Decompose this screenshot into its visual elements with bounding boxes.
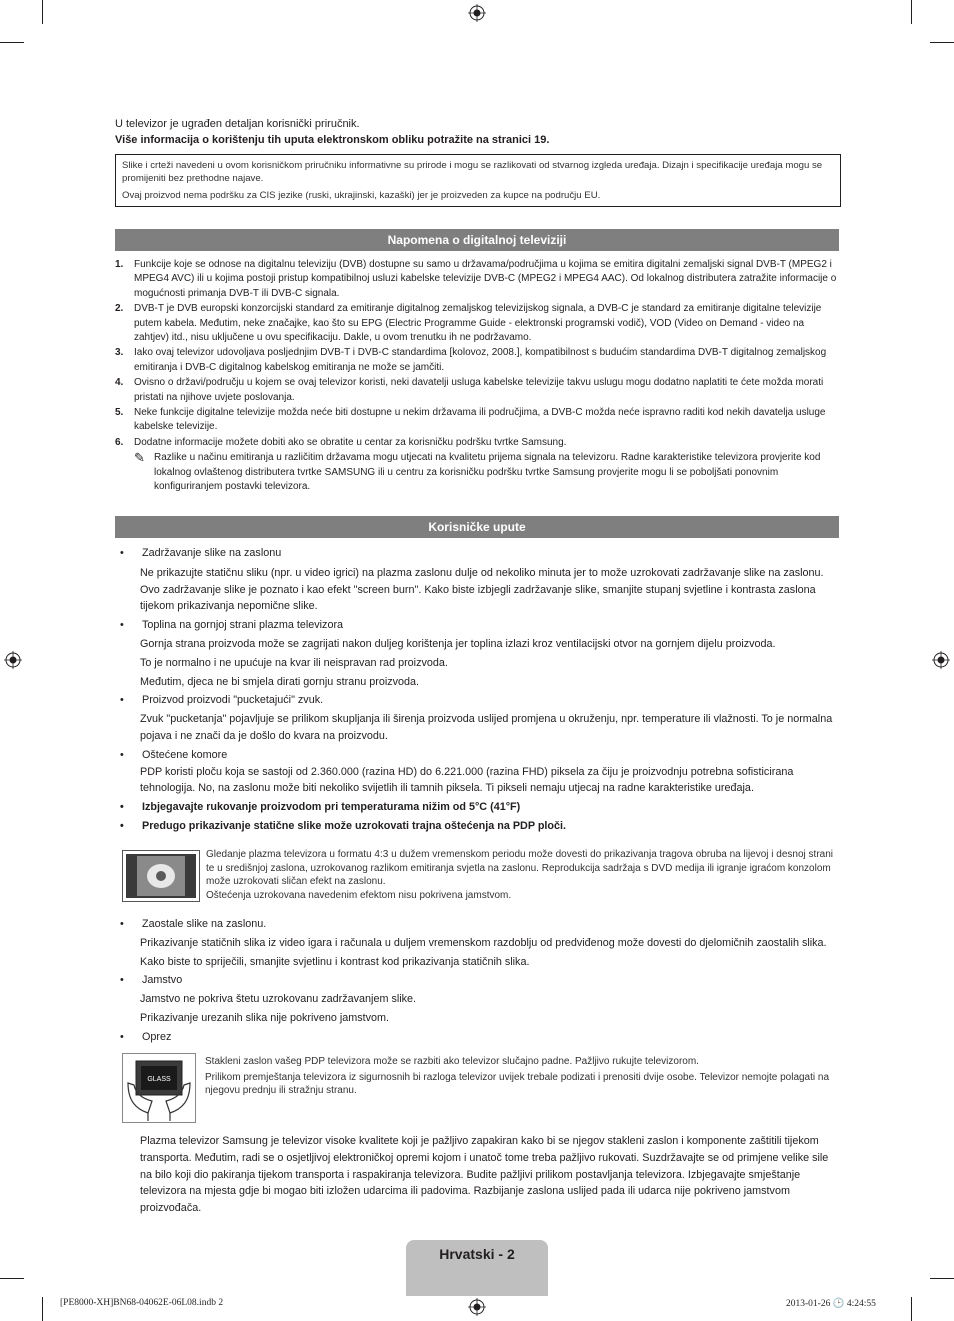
print-slug-date: 2013-01-26 🕒 4:24:55 xyxy=(786,1299,876,1309)
care-paragraph: Zvuk "pucketanja" pojavljuje se prilikom skupljanja ili širenja proizvoda uslijed promjena u okruženju, npr. temperature ili vlažnosti. To je normalna pojava i ne znači da je došlo do kvara na proizvodu. xyxy=(140,713,833,742)
figure-text: Oštećenja uzrokovana navedenim efektom nisu pokrivena jamstvom. xyxy=(206,889,512,901)
care-paragraph: Gornja strana proizvoda može se zagrijati nakon duljeg korištenja jer toplina izlazi kroz ventilacijski otvor na gornjem dijelu proizvoda. xyxy=(140,637,776,650)
care-paragraph: Međutim, djeca ne bi smjela dirati gornju stranu proizvoda. xyxy=(140,675,420,688)
crop-mark xyxy=(911,0,912,24)
figure-image-retention xyxy=(118,848,834,902)
bullet-icon: • xyxy=(120,1030,124,1043)
care-paragraph: PDP koristi ploču koja se sastoji od 2.360.000 (razina HD) do 6.221.000 (razina FHD) piksela za čiju je proizvodnju potrebna sofisticirana tehnologija. No, na zaslonu može biti nekoliko svijetlih ili tamnih piksela. Ti pikseli nemaju utjecaj na radne karakteristike uređaja. xyxy=(140,765,794,795)
page-label: Hrvatski - 2 xyxy=(439,1246,515,1262)
item-number: 4. xyxy=(115,377,124,389)
notice-paragraph: Slike i crteži navedeni u ovom korisničkom priručniku informativne su prirode i mogu se razlikovati od stvarnog izgleda uređaja. Dizajn i specifikacije uređaja mogu se promijeniti bez prethodne najave. xyxy=(122,160,823,184)
list-item xyxy=(115,406,839,435)
figure-text: Prilikom premještanja televizora iz sigurnosnih bi razloga televizor uvijek trebale podizati i prenositi dvije osobe. Televizor nemojte polagati na njegovu prednju ili stražnju stranu. xyxy=(205,1071,830,1097)
bullet-heading: • Izbjegavajte rukovanje proizvodom pri temperaturama nižim od 5°C (41°F) xyxy=(118,799,838,816)
item-number: 5. xyxy=(115,407,124,419)
list-item xyxy=(115,346,839,375)
bullet-heading: • Zadržavanje slike na zaslonu xyxy=(118,545,838,562)
item-text: Neke funkcije digitalne televizije možda neće biti dostupne u nekim državama ili područjima, a DVB-C možda neće ispravno raditi kod nekih davatelja usluge kabelske televizije. xyxy=(134,407,826,433)
section-header-digital: Napomena o digitalnoj televiziji xyxy=(115,229,839,251)
memo-text: Razlike u načinu emitiranja u različitim državama mogu utjecati na kvalitetu prijema signala na televizoru. Radne karakteristike televizora provjerite kod lokalnog ovlaštenog distributera tvrtke SAMSUNG ili u centru za korisničku podršku tvrtke Samsung provjerite mogu li se poboljšati ponovnim konfiguriranjem postavki televizora. xyxy=(154,452,821,493)
bullet-icon: • xyxy=(120,918,124,930)
list-item xyxy=(115,302,839,345)
item-text: Iako ovaj televizor udovoljava posljednjim DVB-T i DVB-C standardima [kolovoz, 2008.], kompatibilnost s budućim standardima DVB-T digitalnog zemaljskog emitiranja i DVB-C digitalnog kabelskog emitiranja ne može se jamčiti. xyxy=(134,347,827,373)
bullet-icon: • xyxy=(120,547,124,559)
item-text: DVB-T je DVB europski konzorcijski standard za emitiranje digitalnog zemaljskog televizijskog signala, a DVB-C je standard za emitiranje digitalne televizije putem kabela. Međutim, neke značajke, kao što su EPG (Electric Programme Guide - elektronski programski vodič), VOD (Video on Demand - video na zahtjev) itd., nisu uključene u ovu specifikaciju. Dakle, u ovom trenutku ih ne podržavamo. xyxy=(134,303,822,344)
care-paragraph: Jamstvo ne pokriva štetu uzrokovanu zadržavanjem slike. xyxy=(140,993,417,1006)
item-number: 6. xyxy=(115,436,124,448)
digital-notes-list xyxy=(115,258,839,495)
care-block-1 xyxy=(118,545,838,835)
bullet-heading: • Oštećene komore xyxy=(118,747,838,764)
section-header-care: Korisničke upute xyxy=(115,516,839,538)
figure-text: Stakleni zaslon vašeg PDP televizora može se razbiti ako televizor slučajno padne. Pažljivo rukujte televizorom. xyxy=(205,1056,699,1067)
figure-glass-caution xyxy=(118,1053,834,1123)
item-text: Dodatne informacije možete dobiti ako se obratite u centar za korisničku podršku tvrtke Samsung. xyxy=(134,436,567,448)
crop-mark xyxy=(930,42,954,43)
care-paragraph: Kako biste to spriječili, smanjite svjetlinu i kontrast kod prikazivanja statičnih slika. xyxy=(140,955,530,968)
notice-paragraph: Ovaj proizvod nema podršku za CIS jezike (ruski, ukrajinski, kazaški) jer je proizveden za kupce na području EU. xyxy=(122,190,601,201)
bullet-heading: • Oprez xyxy=(118,1029,838,1046)
glass-label: GLASS xyxy=(147,1076,171,1083)
hands-holding-glass-tv-icon xyxy=(122,1053,196,1123)
figure-text: Gledanje plazma televizora u formatu 4:3 u dužem vremenskom periodu može dovesti do prikazivanja tragova obruba na lijevoj i desnoj strani te u središnjoj zaslona, uzrokovanog razlikom emitiranja svjetla na zaslonu. Reprodukcija sadržaja s DVD medija ili igranje igraćom konzolom može uzrokovati sličan efekt na zaslonu. xyxy=(206,849,833,888)
bullet-icon: • xyxy=(120,694,124,707)
care-paragraph: Prikazivanje statičnih slika iz video igara i računala u duljem vremenskom razdoblju od predviđenog može dovesti do djelomičnih zaostalih slika. xyxy=(140,936,827,949)
bullet-heading: • Proizvod proizvodi "pucketajući" zvuk. xyxy=(118,692,838,709)
bullet-heading: • Zaostale slike na zaslonu. xyxy=(118,916,838,933)
item-number: 1. xyxy=(115,259,124,270)
crop-mark xyxy=(0,42,24,43)
bullet-icon: • xyxy=(120,748,124,761)
page-number-tab xyxy=(406,1240,548,1296)
crop-mark xyxy=(0,1278,24,1279)
notice-box xyxy=(115,154,841,207)
tv-flower-image-icon xyxy=(122,850,200,902)
memo-pencil-icon: ✎ xyxy=(134,450,145,466)
crop-mark xyxy=(42,0,43,24)
item-text: Funkcije koje se odnose na digitalnu televiziju (DVB) dostupne su samo u državama/područjima u kojima se emitira digitalni zemaljski signal DVB-T (MPEG2 i MPEG4 AVC) ili u kojima postoji pristup kompatibilnoj usluzi kabelske televizije DVB-C (MPEG2 i MPEG4 AAC). Od lokalnog distributera zatražite informacije o mogućnosti primanja DVB-T ili DVB-C signala. xyxy=(134,259,837,299)
care-paragraph: To je normalno i ne upućuje na kvar ili neispravan rad proizvoda. xyxy=(140,656,448,669)
print-slug-file: [PE8000-XH]BN68-04062E-06L08.indb 2 xyxy=(60,1298,224,1308)
crop-mark xyxy=(930,1278,954,1279)
list-item xyxy=(115,258,839,301)
bullet-heading: • Predugo prikazivanje statične slike može uzrokovati trajna oštećenja na PDP ploči. xyxy=(118,818,838,835)
item-text: Ovisno o državi/području u kojem se ovaj televizor koristi, neki davatelji usluga kabelske televizije takvu uslugu mogu dodatno naplatiti te ćete možda morati pristati na njihove uvjete poslovanja. xyxy=(134,377,824,403)
item-number: 2. xyxy=(115,303,124,315)
crop-mark xyxy=(911,1297,912,1321)
registration-mark-icon xyxy=(468,1298,486,1316)
list-item xyxy=(115,436,839,450)
item-number: 3. xyxy=(115,347,124,359)
care-block-3 xyxy=(118,1133,838,1219)
intro-text xyxy=(115,116,845,148)
registration-mark-icon xyxy=(4,651,22,669)
bullet-icon: • xyxy=(120,801,124,814)
memo-note xyxy=(134,451,839,494)
registration-mark-icon xyxy=(468,4,486,22)
intro-line: U televizor je ugrađen detaljan korisnički priručnik. xyxy=(115,118,360,130)
bullet-icon: • xyxy=(120,819,124,832)
crop-mark xyxy=(42,1297,43,1321)
bullet-icon: • xyxy=(120,974,124,987)
bullet-icon: • xyxy=(120,619,124,632)
care-paragraph: Plazma televizor Samsung je televizor visoke kvalitete koji je pažljivo zapakiran kako bi se njegov stakleni zaslon i komponente zaštitili tijekom transporta. Međutim, radi se o osjetljivoj elektroničkoj opremi kojom i unatoč tome treba pažljivo rukovati. Suzdržavajte se od primjene velike sile na bilo koji dio pakiranja tijekom transporta i raspakiranja televizora. Budite pažljivi prilikom postavljanja televizora. Izbjegavajte smještanje televizora na mjesta gdje bi mogao biti izložen udarcima ili padovima. Razbijanje zaslona uslijed pada ili udarca nije pokriveno jamstvom proizvođača. xyxy=(140,1135,829,1215)
list-item xyxy=(115,376,839,405)
care-paragraph: Ne prikazujte statičnu sliku (npr. u video igrici) na plazma zaslonu dulje od nekoliko minuta jer to može uzrokovati zadržavanje slike na zaslonu. Ovo zadržavanje slike je poznato i kao efekt "screen burn". Kako biste izbjegli zadržavanje slike, smanjite stupanj svjetline i kontrasta zaslona tijekom prikazivanja nepomične slike. xyxy=(140,566,824,613)
bullet-heading: • Toplina na gornjoj strani plazma televizora xyxy=(118,617,838,634)
care-paragraph: Prikazivanje urezanih slika nije pokriveno jamstvom. xyxy=(140,1011,390,1024)
registration-mark-icon xyxy=(932,651,950,669)
intro-line: Više informacija o korištenju tih uputa elektronskom obliku potražite na stranici 19. xyxy=(115,134,550,146)
care-block-2 xyxy=(118,916,838,1046)
bullet-heading: • Jamstvo xyxy=(118,972,838,989)
